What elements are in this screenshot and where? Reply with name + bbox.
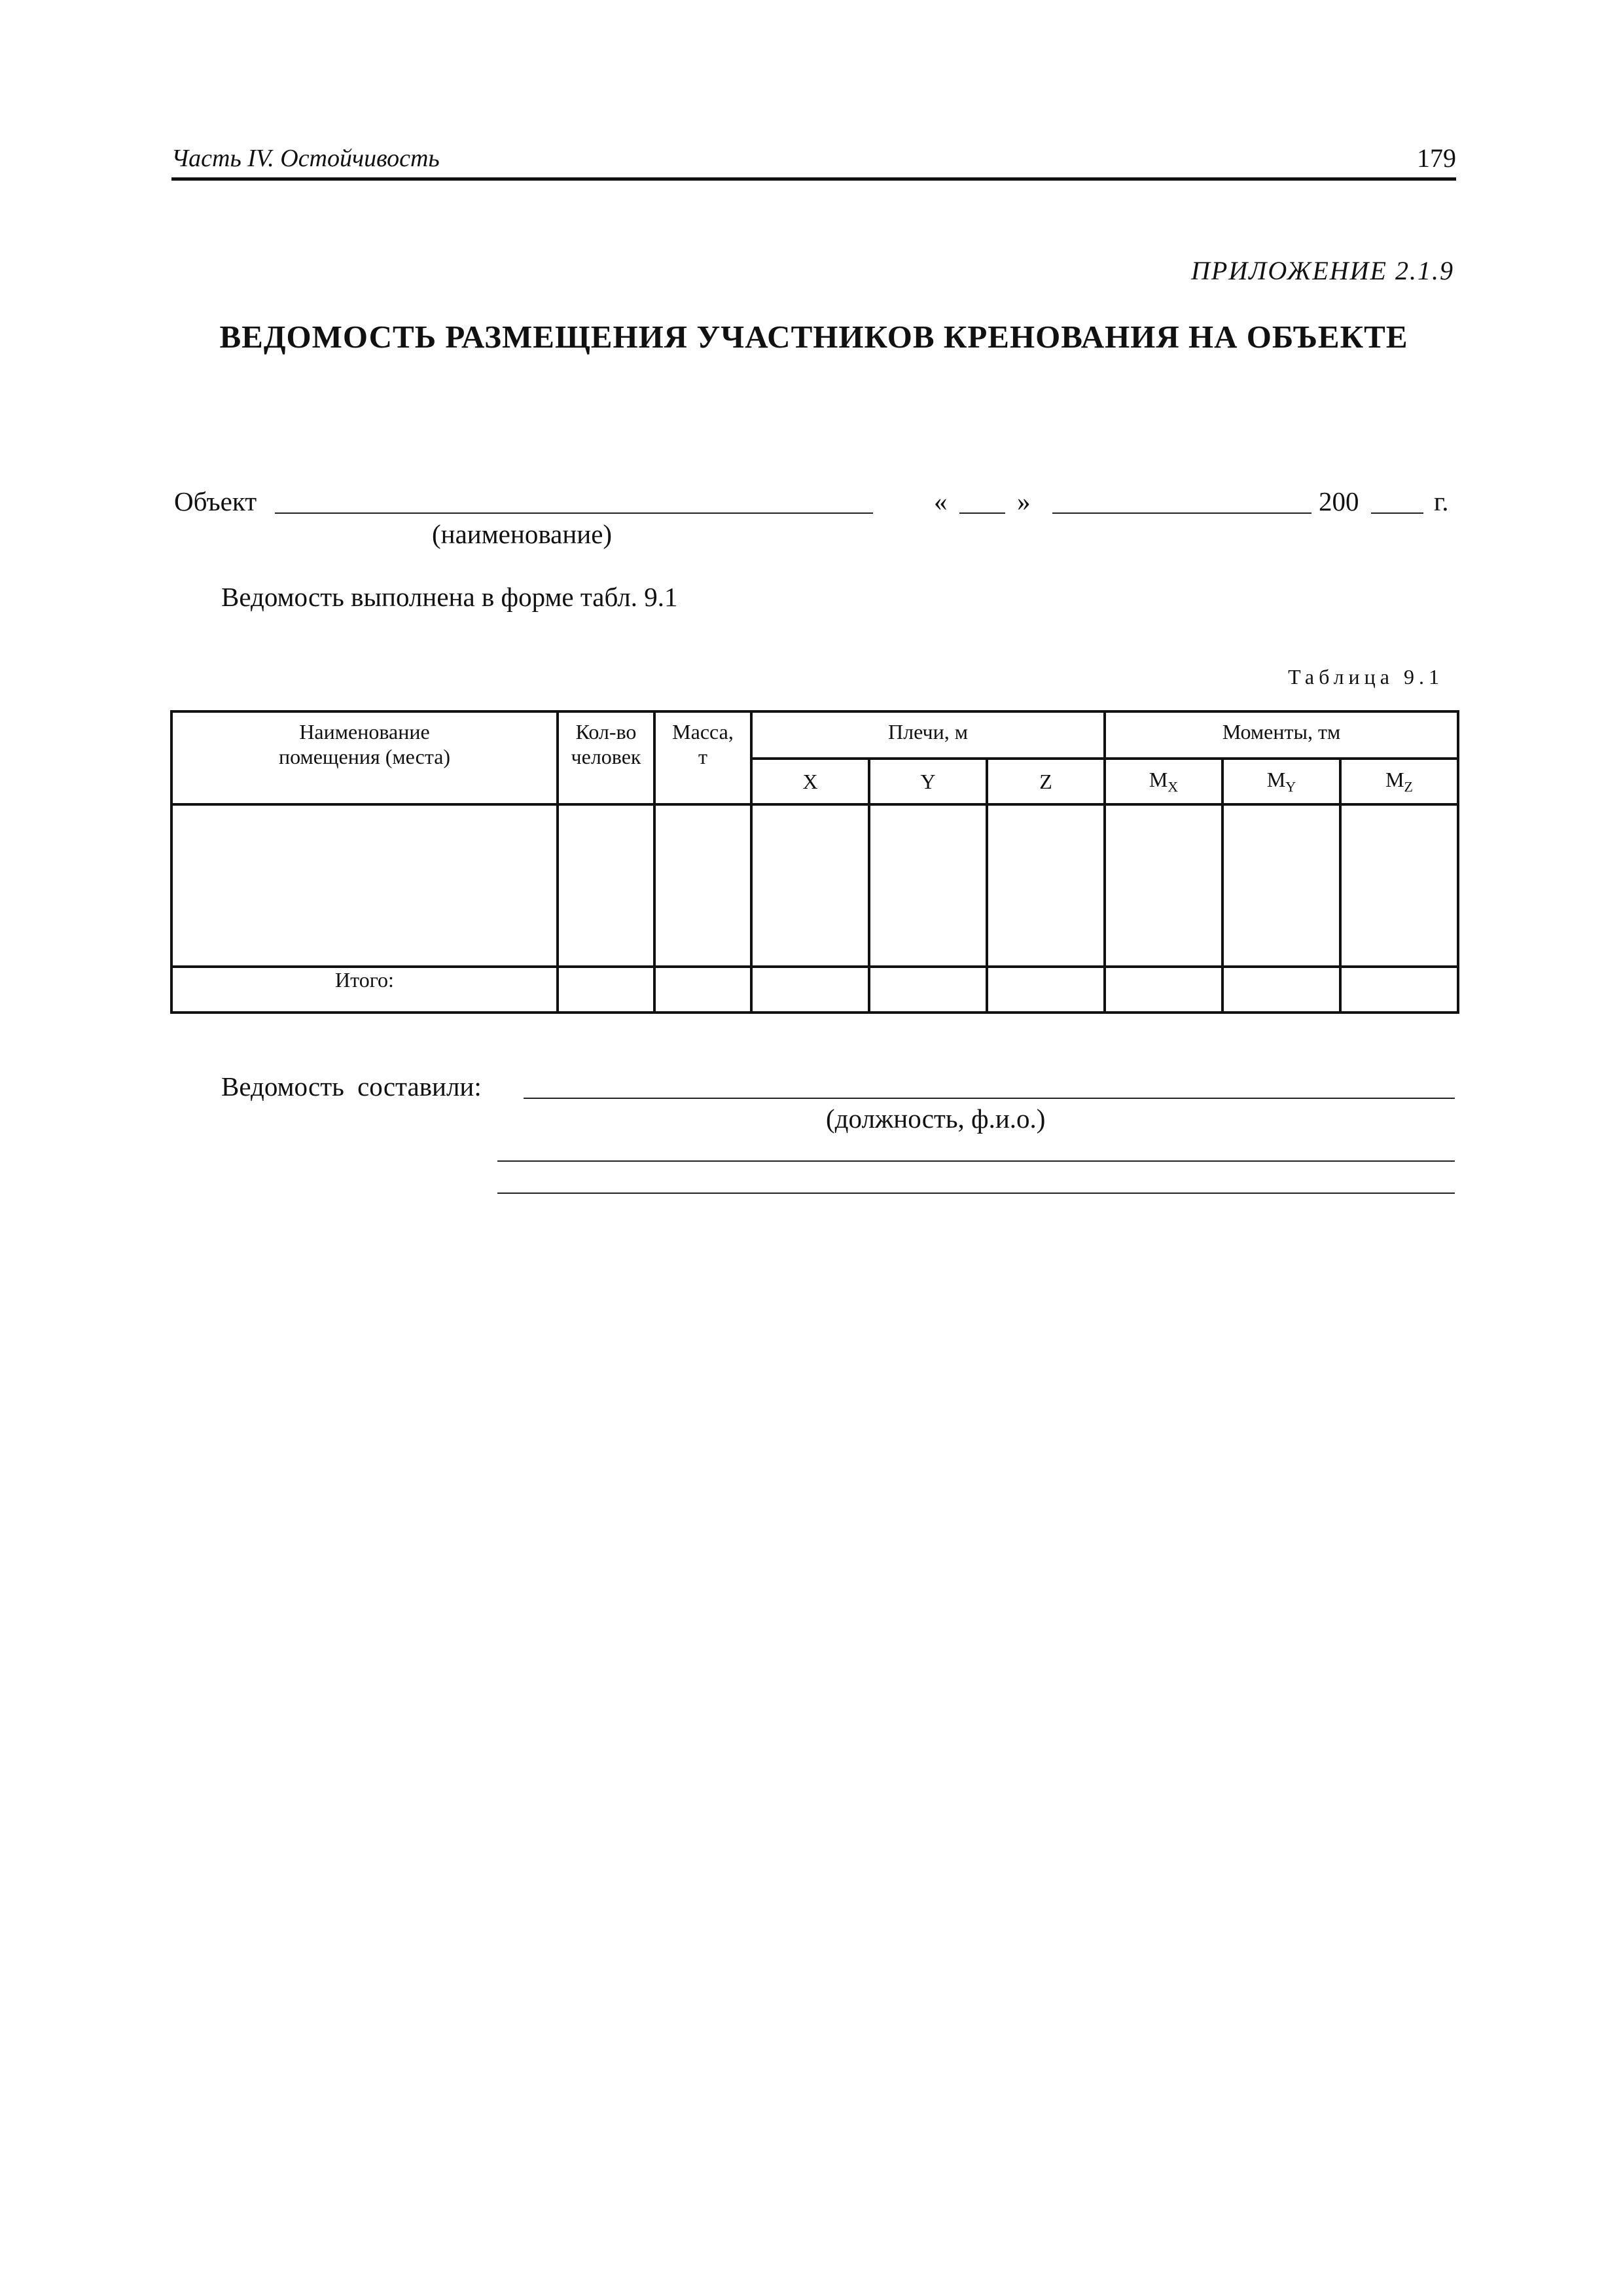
page-number: 179 <box>1417 143 1456 173</box>
cell-name[interactable] <box>171 804 558 967</box>
cell-z[interactable] <box>987 804 1105 967</box>
compilers-label: Ведомость составили: <box>221 1071 482 1102</box>
total-mx[interactable] <box>1105 967 1222 1013</box>
subheader-y: Y <box>869 759 987 804</box>
total-my[interactable] <box>1222 967 1340 1013</box>
header-rule <box>171 177 1456 181</box>
date-month-field[interactable] <box>1052 512 1311 514</box>
object-name-field[interactable] <box>275 512 873 514</box>
cell-y[interactable] <box>869 804 987 967</box>
subheader-x: X <box>751 759 869 804</box>
table-row <box>171 804 1458 967</box>
date-quote-close: » <box>1017 486 1031 516</box>
cell-count[interactable] <box>558 804 654 967</box>
total-row <box>171 967 1458 1013</box>
subheader-mz: $M_Z$ <box>1340 759 1458 804</box>
date-year-field[interactable] <box>1371 512 1423 514</box>
date-year-suffix: г. <box>1434 486 1449 516</box>
total-label: Итого: <box>171 967 558 1013</box>
compiler-field-1[interactable] <box>524 1098 1455 1099</box>
compiler-field-2[interactable] <box>497 1160 1455 1162</box>
header-count: Кол-во человек <box>558 711 654 804</box>
table-header-row <box>171 711 1458 759</box>
date-day-field[interactable] <box>959 512 1005 514</box>
subheader-my: $M_Y$ <box>1222 759 1340 804</box>
cell-mass[interactable] <box>654 804 751 967</box>
date-year-prefix: 200 <box>1319 486 1359 516</box>
date-quote-open: « <box>934 486 948 516</box>
compiler-field-3[interactable] <box>497 1193 1455 1194</box>
subheader-z: Z <box>987 759 1105 804</box>
total-mass[interactable] <box>654 967 751 1013</box>
running-head: Часть IV. Остойчивость <box>171 145 440 172</box>
compiler-caption: (должность, ф.и.о.) <box>826 1103 1046 1134</box>
total-y[interactable] <box>869 967 987 1013</box>
cell-my[interactable] <box>1222 804 1340 967</box>
header-moments: Моменты, тм <box>1105 711 1458 759</box>
header-name: Наименование помещения (места) <box>171 711 558 804</box>
header-arms: Плечи, м <box>751 711 1105 759</box>
total-count[interactable] <box>558 967 654 1013</box>
cell-x[interactable] <box>751 804 869 967</box>
object-label: Объект <box>174 486 257 516</box>
total-z[interactable] <box>987 967 1105 1013</box>
participants-table <box>170 710 1459 1014</box>
document-title: ВЕДОМОСТЬ РАЗМЕЩЕНИЯ УЧАСТНИКОВ КРЕНОВАНИЯ НА ОБЪЕКТЕ <box>219 319 1408 355</box>
subheader-mx: $M_X$ <box>1105 759 1222 804</box>
appendix-label: ПРИЛОЖЕНИЕ 2.1.9 <box>1191 256 1454 285</box>
total-mz[interactable] <box>1340 967 1458 1013</box>
table-label: Таблица 9.1 <box>1288 665 1444 689</box>
total-x[interactable] <box>751 967 869 1013</box>
cell-mx[interactable] <box>1105 804 1222 967</box>
object-name-caption: (наименование) <box>432 519 613 549</box>
statement-text: Ведомость выполнена в форме табл. 9.1 <box>221 582 678 612</box>
header-mass: Масса, т <box>654 711 751 804</box>
cell-mz[interactable] <box>1340 804 1458 967</box>
